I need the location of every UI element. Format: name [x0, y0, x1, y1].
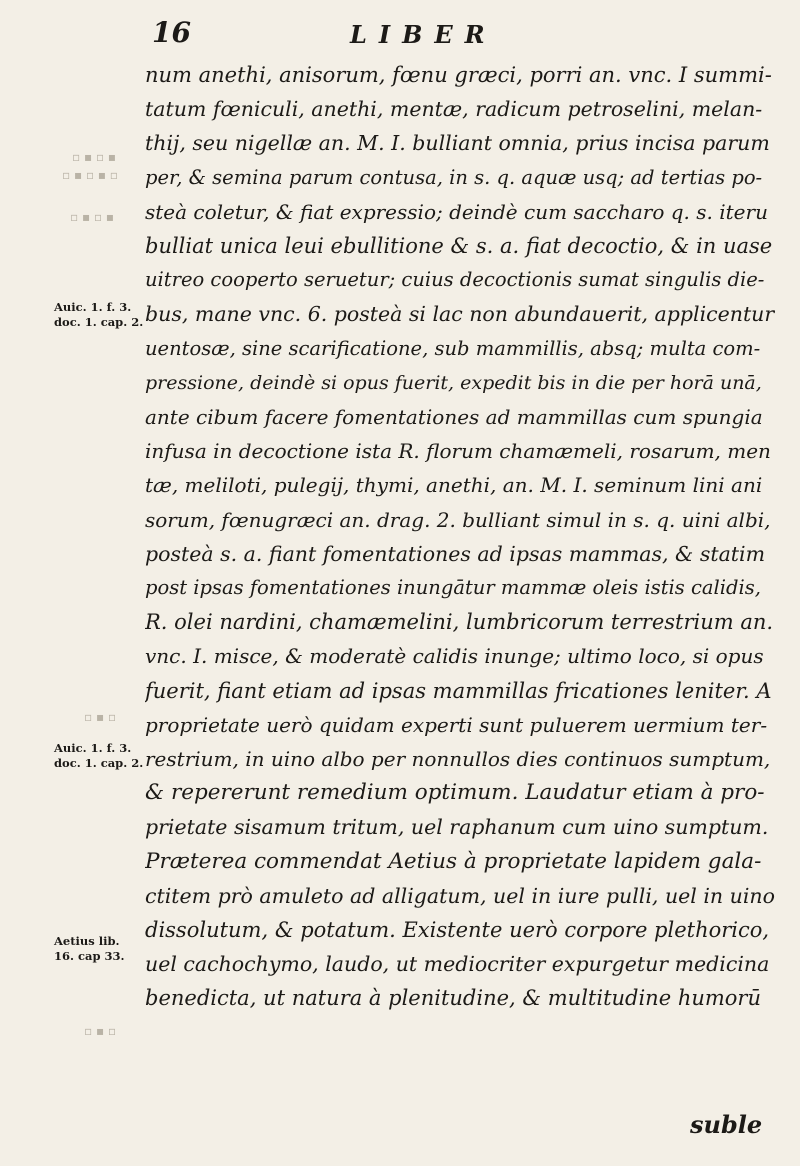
margin-note-line: 16. cap 33.	[54, 949, 125, 963]
show-through-mark: ▫ ▪ ▫	[84, 1024, 117, 1038]
margin-note-line: doc. 1. cap. 2.	[54, 756, 144, 770]
show-through-mark: ▪ ▫ ▪ ▫	[70, 210, 114, 224]
page-header	[150, 14, 770, 54]
text-line: dissolutum, & potatum. Existente uerò corpore plethorico,	[145, 918, 770, 943]
text-line: steà coletur, & fiat expressio; deindè cum saccharo q. s. iteru	[145, 199, 768, 224]
folio-number: 16	[152, 16, 191, 49]
show-through-mark: ▫ ▪ ▫ ▪ ▫	[62, 168, 118, 182]
text-line: pressione, deindè si opus fuerit, expedit bis in die per horā unā,	[145, 371, 762, 394]
text-line: vnc. I. misce, & moderatè calidis inunge; ultimo loco, si opus	[145, 644, 764, 669]
text-line: ctitem prò amuleto ad alligatum, uel in iure pulli, uel in uino	[145, 883, 775, 908]
text-line: uitreo cooperto seruetur; cuius decoctionis sumat singulis die-	[145, 268, 765, 292]
text-line: num anethi, anisorum, fœnu græci, porri an. vnc. I summi-	[145, 63, 772, 87]
text-line: & repererunt remedium optimum. Laudatur etiam à pro-	[145, 780, 765, 806]
margin-note	[54, 741, 146, 771]
margin-note-line: Aetius lib.	[54, 934, 120, 948]
running-head: LIBER	[350, 20, 497, 49]
text-line: sorum, fœnugræci an. drag. 2. bulliant simul in s. q. uini albi,	[145, 507, 771, 532]
text-line: per, & semina parum contusa, in s. q. aquæ usq; ad tertias po-	[145, 165, 763, 189]
text-line: fuerit, fiant etiam ad ipsas mammillas fricationes leniter. A	[145, 678, 772, 703]
show-through-mark: ▫ ▪ ▫	[84, 710, 117, 724]
text-line: Præterea commendat Aetius à proprietate lapidem gala-	[145, 848, 762, 874]
catchword: suble	[690, 1110, 763, 1139]
text-line: tatum fœniculi, anethi, mentæ, radicum petroselini, melan-	[145, 97, 763, 122]
margin-note	[54, 934, 146, 964]
text-line: uel cachochymo, laudo, ut mediocriter expurgetur medicina	[145, 952, 770, 977]
text-line: prietate sisamum tritum, uel raphanum cum uino sumptum.	[145, 815, 769, 840]
text-line: proprietate uerò quidam experti sunt puluerem uermium ter-	[145, 712, 768, 737]
text-line: ante cibum facere fomentationes ad mammillas cum spungia	[145, 405, 763, 430]
text-line: R. olei nardini, chamæmelini, lumbricorum terrestrium an.	[145, 610, 774, 635]
text-line: tæ, meliloti, pulegij, thymi, anethi, an. M. I. seminum lini ani	[145, 473, 763, 498]
text-line: bus, mane vnc. 6. posteà si lac non abundauerit, applicentur	[145, 302, 775, 327]
margin-note	[54, 300, 146, 330]
margin-note-line: Auic. 1. f. 3.	[54, 741, 132, 755]
show-through-mark: ▪ ▫ ▪ ▫	[72, 150, 116, 164]
text-line: thij, seu nigellæ an. M. I. bulliant omnia, prius incisa parum	[145, 131, 770, 156]
text-line: posteà s. a. fiant fomentationes ad ipsas mammas, & statim	[145, 541, 766, 566]
text-line: benedicta, ut natura à plenitudine, & multitudine humorū	[145, 986, 761, 1011]
margin-note-line: Auic. 1. f. 3.	[54, 300, 132, 314]
body-text	[145, 58, 775, 1016]
text-line: restrium, in uino albo per nonnullos dies continuos sumptum,	[145, 747, 771, 772]
text-line: uentosæ, sine scarificatione, sub mammillis, absq; multa com-	[145, 336, 761, 360]
text-line: bulliat unica leui ebullitione & s. a. fiat decoctio, & in uase	[145, 234, 773, 259]
text-line: infusa in decoctione ista R. florum chamæmeli, rosarum, men	[145, 439, 771, 464]
margin-note-line: doc. 1. cap. 2.	[54, 315, 144, 329]
text-line: post ipsas fomentationes inungātur mammæ oleis istis calidis,	[145, 576, 761, 600]
